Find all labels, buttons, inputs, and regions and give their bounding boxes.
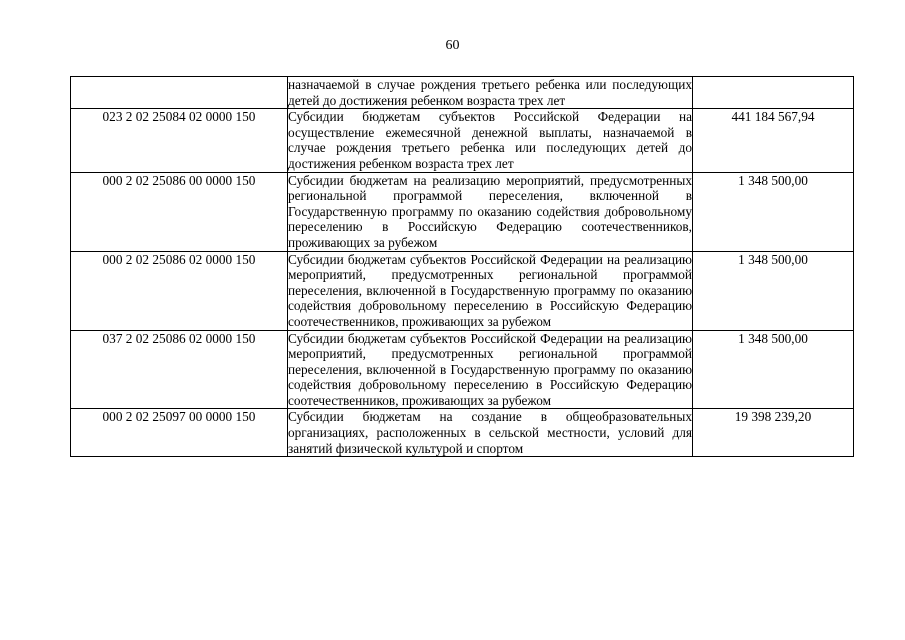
description-cell: Субсидии бюджетам субъектов Российской Федерации на осуществление ежемесячной денежной выплаты, назначаемой в случае рождения третьего ребенка или последующих детей до достижения ребенком возраста трех лет [288,109,692,171]
amount-cell: 1 348 500,00 [693,330,854,409]
table-row [71,251,854,330]
table-row [71,330,854,409]
description-cell: назначаемой в случае рождения третьего ребенка или последующих детей до достижения ребенком возраста трех лет [288,77,692,108]
budget-code-cell: 000 2 02 25086 02 0000 150 [71,251,288,330]
table-row [71,109,854,172]
table-row [71,409,854,457]
budget-table [70,76,854,457]
description-cell: Субсидии бюджетам на создание в общеобразовательных организациях, расположенных в сельской местности, условий для занятий физической культурой и спортом [288,409,692,456]
table-row [71,172,854,251]
budget-code-cell [71,77,288,109]
amount-cell: 1 348 500,00 [693,172,854,251]
amount-cell: 19 398 239,20 [693,409,854,457]
amount-cell [693,77,854,109]
budget-code-cell: 023 2 02 25084 02 0000 150 [71,109,288,172]
budget-code-cell: 000 2 02 25086 00 0000 150 [71,172,288,251]
description-cell: Субсидии бюджетам субъектов Российской Федерации на реализацию мероприятий, предусмотренных региональной программой переселения, включенной в Государственную программу по оказанию содействия добровольному переселению в Российскую Федерацию соотечественников, проживающих за рубежом [288,330,692,408]
description-cell: Субсидии бюджетам субъектов Российской Федерации на реализацию мероприятий, предусмотренных региональной программой переселения, включенной в Государственную программу по оказанию содействия добровольному переселению в Российскую Федерацию соотечественников, проживающих за рубежом [288,251,692,329]
table-row [71,77,854,109]
page-number: 60 [445,38,460,53]
budget-code-cell: 037 2 02 25086 02 0000 150 [71,330,288,409]
description-cell: Субсидии бюджетам на реализацию мероприятий, предусмотренных региональной программой переселения, включенной в Государственную программу по оказанию содействия добровольному переселению в Российскую Федерацию соотечественников, проживающих за рубежом [288,172,692,250]
budget-code-cell: 000 2 02 25097 00 0000 150 [71,409,288,457]
amount-cell: 441 184 567,94 [693,109,854,172]
amount-cell: 1 348 500,00 [693,251,854,330]
